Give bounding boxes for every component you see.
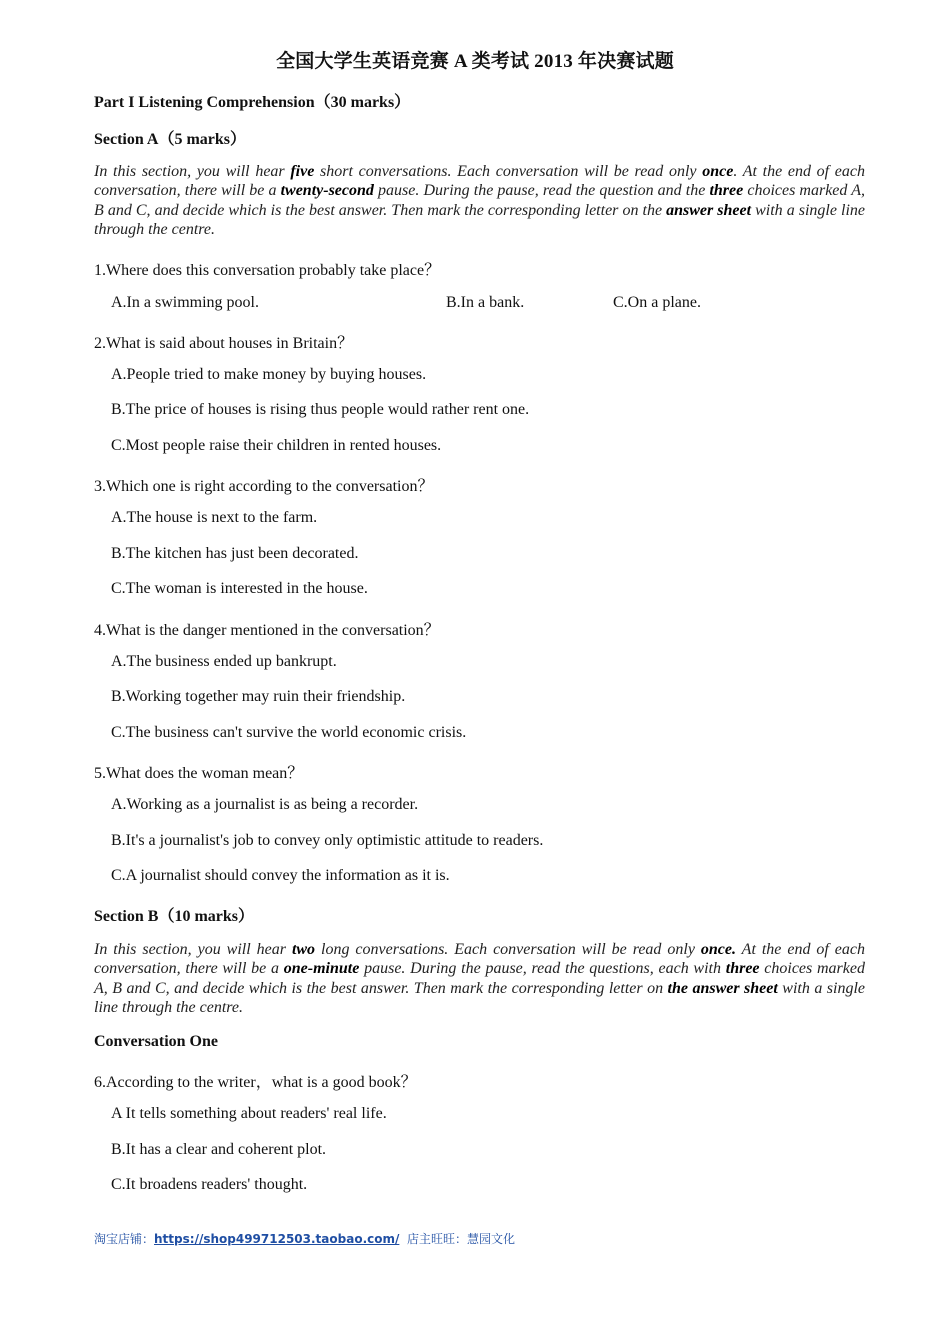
page-title: 全国大学生英语竞赛 A 类考试 2013 年决赛试题	[276, 51, 674, 72]
footer	[94, 1230, 515, 1247]
section-a-instructions: In this section, you will hear five short conversations. Each conversation will be read only once. At the end of each conversation, there will be a twenty-second pause. During the pause, read the question and the three choices marked A, B and C, and decide which is the best answer. Then mark the corresponding letter on the answer sheet with a single line through the centre.	[94, 163, 866, 239]
q5-option-a: A.Working as a journalist is as being a recorder.	[111, 796, 419, 813]
question-3: 3.Which one is right according to the conversation？	[94, 478, 434, 495]
shop-link[interactable]: https://shop499712503.taobao.com/	[154, 1232, 400, 1246]
q3-option-a: A.The house is next to the farm.	[111, 509, 318, 526]
footer-shop-label: 淘宝店铺：	[94, 1232, 155, 1246]
q4-option-a: A.The business ended up bankrupt.	[111, 653, 337, 670]
q2-option-c: C.Most people raise their children in rented houses.	[111, 437, 442, 454]
section-b-instructions: In this section, you will hear two long conversations. Each conversation will be read only once. At the end of each conversation, there will be a one-minute pause. During the pause, read the questions, each with three choices marked A, B and C, and decide which is the best answer. Then mark the corresponding letter on the answer sheet with a single line through the centre.	[94, 941, 866, 1017]
q1-option-b: B.In a bank.	[446, 294, 525, 311]
q5-option-b: B.It's a journalist's job to convey only optimistic attitude to readers.	[111, 832, 544, 849]
conversation-one-heading: Conversation One	[94, 1033, 218, 1050]
part-heading: Part I Listening Comprehension（30 marks）	[94, 94, 411, 111]
footer-owner: 店主旺旺：慧园文化	[399, 1232, 516, 1246]
question-1: 1.Where does this conversation probably take place？	[94, 262, 441, 279]
q6-option-a: A It tells something about readers' real life.	[111, 1105, 387, 1122]
section-b-heading: Section B（10 marks）	[94, 908, 255, 925]
q4-option-c: C.The business can't survive the world economic crisis.	[111, 724, 467, 741]
q2-option-a: A.People tried to make money by buying houses.	[111, 366, 427, 383]
q3-option-c: C.The woman is interested in the house.	[111, 580, 368, 597]
question-5: 5.What does the woman mean？	[94, 765, 304, 782]
section-a-heading: Section A（5 marks）	[94, 131, 247, 148]
q2-option-b: B.The price of houses is rising thus people would rather rent one.	[111, 401, 530, 418]
question-6: 6.According to the writer，what is a good book？	[94, 1074, 417, 1091]
q6-option-c: C.It broadens readers' thought.	[111, 1176, 308, 1193]
q3-option-b: B.The kitchen has just been decorated.	[111, 545, 359, 562]
q4-option-b: B.Working together may ruin their friendship.	[111, 688, 406, 705]
question-4: 4.What is the danger mentioned in the conversation？	[94, 622, 440, 639]
q1-option-c: C.On a plane.	[613, 294, 701, 311]
q1-option-a: A.In a swimming pool.	[111, 294, 259, 311]
q5-option-c: C.A journalist should convey the information as it is.	[111, 867, 450, 884]
q6-option-b: B.It has a clear and coherent plot.	[111, 1141, 327, 1158]
question-2: 2.What is said about houses in Britain？	[94, 335, 354, 352]
